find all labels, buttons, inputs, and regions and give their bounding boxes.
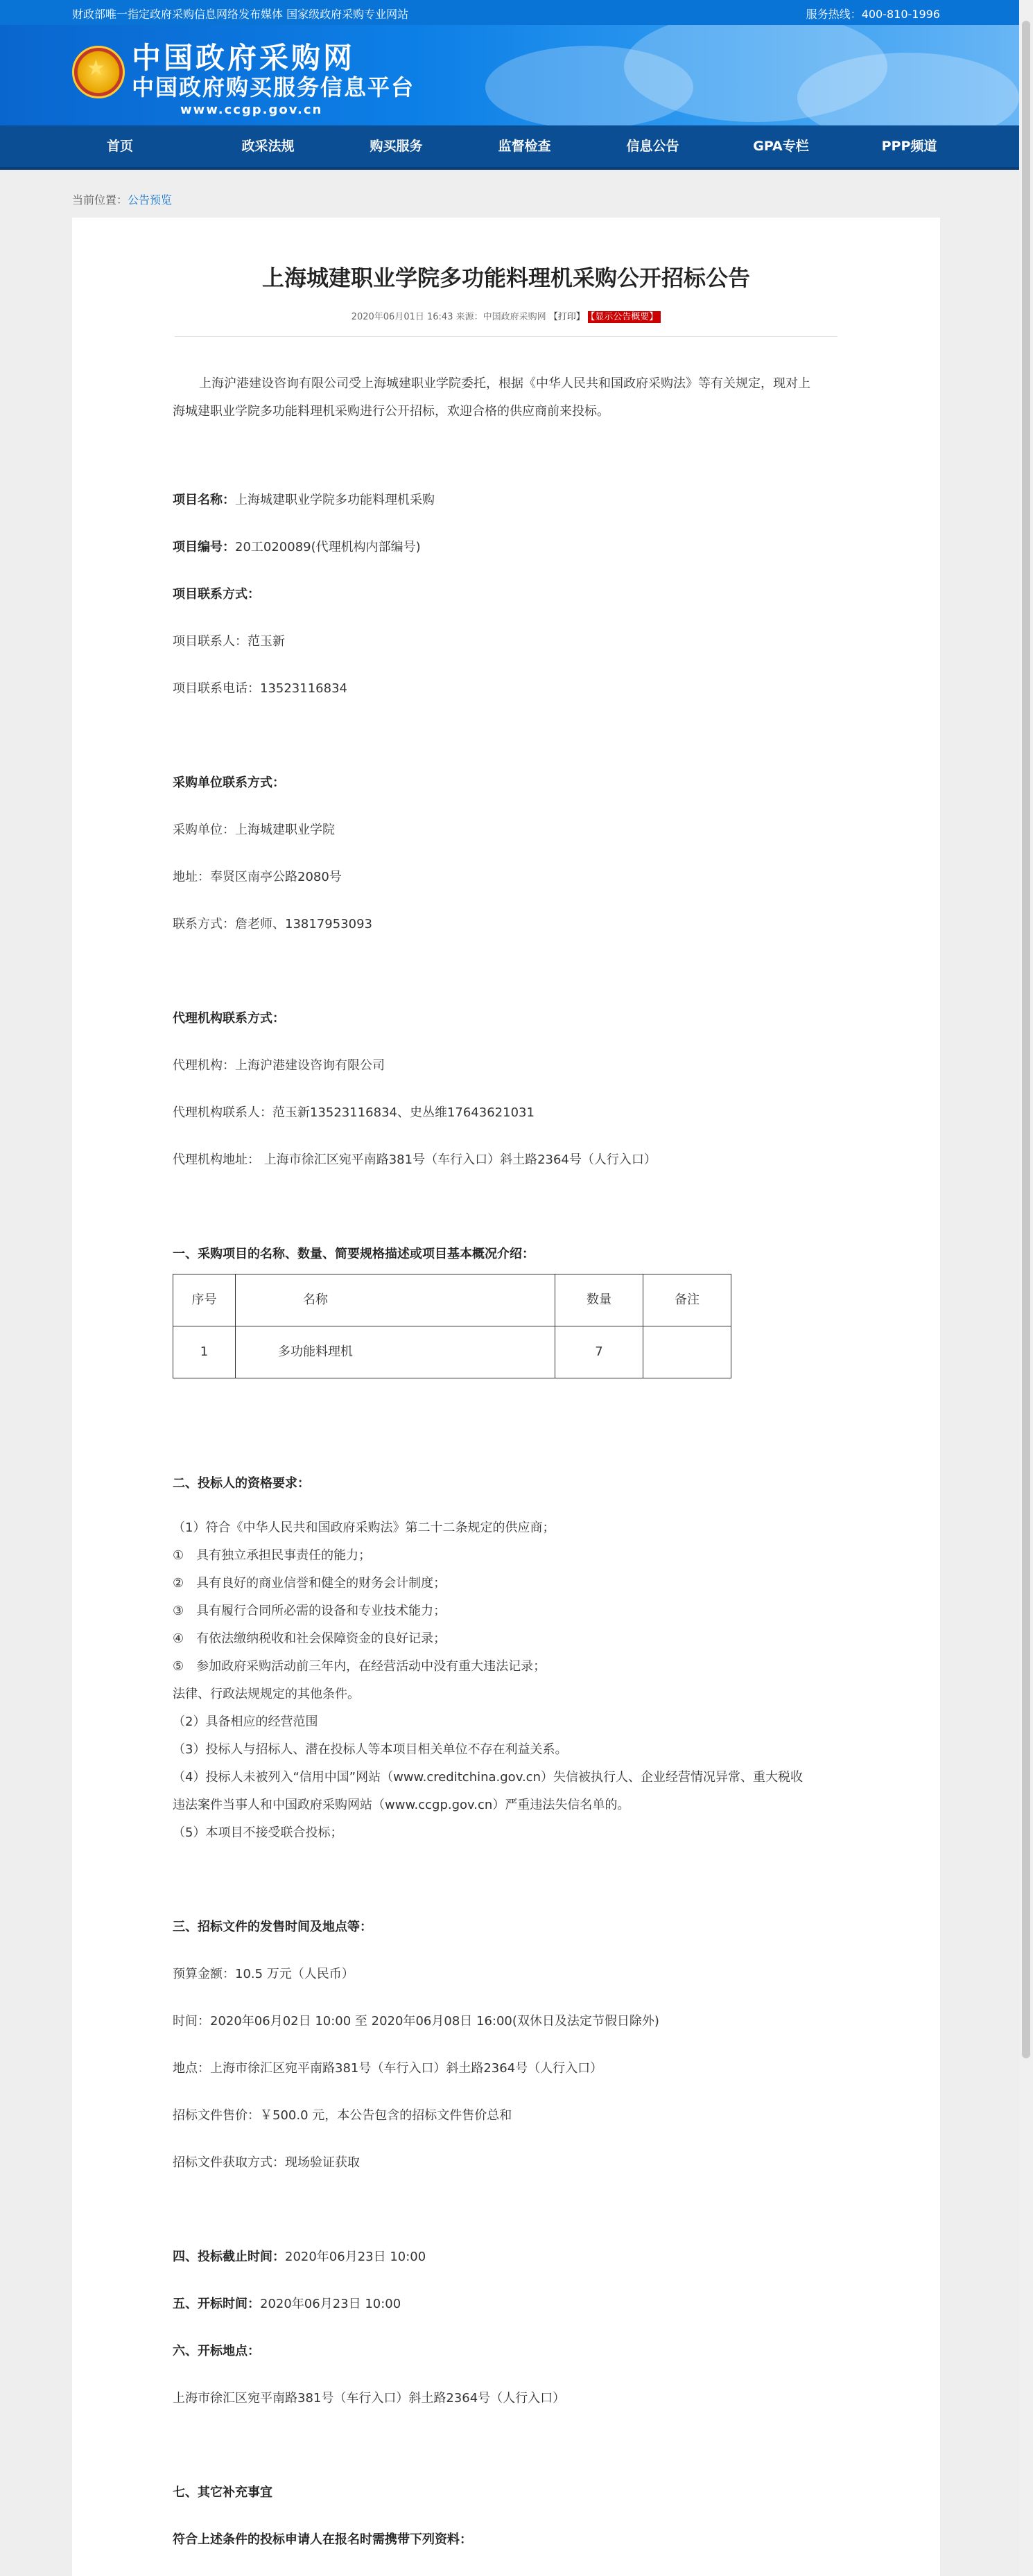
- breadcrumb-prefix: 当前位置：: [72, 193, 128, 207]
- sale-time: 时间：2020年06月02日 10:00 至 2020年06月08日 16:00(双休日及法定节假日除外): [173, 2014, 659, 2029]
- agency-person: 代理机构联系人：范玉新13523116834、史丛维17643621031: [173, 1105, 535, 1120]
- article-source: 来源：中国政府采购网: [455, 312, 546, 322]
- intro-paragraph: 上海沪港建设咨询有限公司受上海城建职业学院委托，根据《中华人民共和国政府采购法》等有关规定，现对上海城建职业学院多功能料理机采购进行公开招标，欢迎合格的供应商前来投标。: [173, 376, 810, 419]
- header-name: 名称: [236, 1274, 396, 1326]
- nav-gpa[interactable]: GPA专栏: [753, 139, 809, 154]
- section-7-subheading: 符合上述条件的投标申请人在报名时需携带下列资料：: [173, 2532, 472, 2547]
- buyer-heading: 采购单位联系方式：: [173, 776, 285, 790]
- qual-item: （4）投标人未被列入“信用中国”网站（www.creditchina.gov.cn）失信被执行人、企业经营情况异常、重大税收违法案件当事人和中国政府采购网站（www.ccgp.gov.cn）严重违法失信名单的。: [173, 1770, 803, 1812]
- project-no: 20工020089(代理机构内部编号): [235, 540, 421, 554]
- qual-item: 法律、行政法规规定的其他条件。: [173, 1687, 360, 1701]
- header-remark: 备注: [643, 1274, 731, 1326]
- article-meta: [72, 309, 940, 322]
- section-5-label: 五、开标时间：: [173, 2297, 260, 2311]
- qual-item: ③ 具有履行合同所必需的设备和专业技术能力；: [173, 1604, 446, 1618]
- nav-ppp[interactable]: PPP频道: [881, 139, 937, 154]
- table-row: [173, 1326, 731, 1378]
- nav-supervision[interactable]: 监督检查: [498, 139, 551, 154]
- title-divider: [175, 336, 837, 337]
- buyer-phone: 联系方式：詹老师、13817953093: [173, 917, 372, 931]
- project-contact-heading: 项目联系方式：: [173, 587, 260, 602]
- project-name: 上海城建职业学院多功能料理机采购: [235, 493, 435, 507]
- table-header-row: [173, 1274, 731, 1326]
- header-name-blank: [395, 1274, 555, 1326]
- logo-url: www.ccgp.gov.cn: [180, 103, 323, 117]
- agency-name: 代理机构：上海沪港建设咨询有限公司: [173, 1058, 385, 1073]
- sale-place: 地点：上海市徐汇区宛平南路381号（车行入口）斜土路2364号（人行入口）: [173, 2061, 603, 2076]
- scrollbar-thumb[interactable]: [1022, 21, 1030, 2058]
- header-index: 序号: [173, 1274, 236, 1326]
- qual-item: ⑤ 参加政府采购活动前三年内，在经营活动中没有重大违法记录；: [173, 1659, 546, 1674]
- agency-address: 代理机构地址： 上海市徐汇区宛平南路381号（车行入口）斜土路2364号（人行入口）: [173, 1153, 657, 1167]
- qual-item: ② 具有良好的商业信誉和健全的财务会计制度；: [173, 1576, 446, 1591]
- header-quantity: 数量: [555, 1274, 643, 1326]
- breadcrumb: [72, 191, 172, 207]
- nav-purchase-services[interactable]: 购买服务: [370, 139, 423, 154]
- bid-deadline: 2020年06月23日 10:00: [285, 2250, 426, 2264]
- qual-item: （5）本项目不接受联合投标；: [173, 1825, 343, 1840]
- project-no-label: 项目编号：: [173, 540, 235, 554]
- qual-item: ① 具有独立承担民事责任的能力；: [173, 1548, 372, 1563]
- opening-place: 上海市徐汇区宛平南路381号（车行入口）斜土路2364号（人行入口）: [173, 2391, 566, 2406]
- qual-item: （3）投标人与招标人、潜在投标人等本项目相关单位不存在利益关系。: [173, 1742, 568, 1757]
- logo-subtitle: 中国政府购买服务信息平台: [132, 74, 415, 100]
- section-1-heading: 一、采购项目的名称、数量、简要规格描述或项目基本概况介绍：: [173, 1247, 535, 1261]
- service-hotline: 服务热线：400-810-1996: [806, 8, 940, 21]
- top-slogan: 财政部唯一指定政府采购信息网络发布媒体 国家级政府采购专业网站: [72, 8, 409, 21]
- budget: 预算金额：10.5 万元（人民币）: [173, 1967, 354, 1981]
- nav-home[interactable]: 首页: [107, 139, 134, 154]
- article-container: [72, 218, 940, 2576]
- project-contact-person: 项目联系人：范玉新: [173, 634, 285, 649]
- site-header: [0, 25, 1033, 125]
- section-2-heading: 二、投标人的资格要求：: [173, 1476, 310, 1491]
- publish-date: 2020年06月01日 16:43: [351, 312, 453, 322]
- nav-announcements[interactable]: 信息公告: [626, 139, 679, 154]
- section-3-heading: 三、招标文件的发售时间及地点等：: [173, 1920, 372, 1934]
- project-name-label: 项目名称：: [173, 493, 235, 507]
- site-logo[interactable]: [132, 42, 415, 117]
- print-link[interactable]: 【打印】: [548, 312, 585, 322]
- logo-title: 中国政府采购网: [132, 41, 356, 75]
- top-info-bar: [0, 0, 1033, 25]
- national-emblem-icon[interactable]: ★: [72, 46, 125, 98]
- nav-regulations[interactable]: 政采法规: [241, 139, 295, 154]
- section-6-label: 六、开标地点：: [173, 2344, 260, 2358]
- cell-index: 1: [173, 1326, 236, 1378]
- document-method: 招标文件获取方式：现场验证获取: [173, 2155, 360, 2170]
- section-4-label: 四、投标截止时间：: [173, 2250, 285, 2264]
- cell-quantity: 7: [555, 1326, 643, 1378]
- page-title: 上海城建职业学院多功能料理机采购公开招标公告: [261, 265, 750, 291]
- agency-heading: 代理机构联系方式：: [173, 1011, 285, 1026]
- cell-remark: [643, 1326, 731, 1378]
- qual-item: （2）具备相应的经营范围: [173, 1715, 318, 1729]
- buyer-address: 地址：奉贤区南亭公路2080号: [173, 870, 342, 884]
- show-summary-button[interactable]: 【显示公告概要】: [588, 311, 661, 323]
- breadcrumb-current[interactable]: 公告预览: [128, 193, 173, 207]
- cell-name: 多功能料理机: [236, 1326, 396, 1378]
- section-7-heading: 七、其它补充事宜: [173, 2485, 272, 2500]
- qual-item: ④ 有依法缴纳税收和社会保障资金的良好记录；: [173, 1631, 446, 1646]
- project-contact-phone: 项目联系电话：13523116834: [173, 681, 347, 696]
- document-price: 招标文件售价：￥500.0 元，本公告包含的招标文件售价总和: [173, 2108, 512, 2123]
- main-nav: [0, 125, 1033, 170]
- page-scrollbar[interactable]: [1019, 0, 1033, 2576]
- article-body: [173, 370, 810, 2554]
- buyer-name: 采购单位：上海城建职业学院: [173, 823, 335, 837]
- qual-item: （1）符合《中华人民共和国政府采购法》第二十二条规定的供应商；: [173, 1521, 555, 1535]
- items-table: [173, 1274, 731, 1378]
- cell-name-blank: [395, 1326, 555, 1378]
- opening-time: 2020年06月23日 10:00: [260, 2297, 401, 2311]
